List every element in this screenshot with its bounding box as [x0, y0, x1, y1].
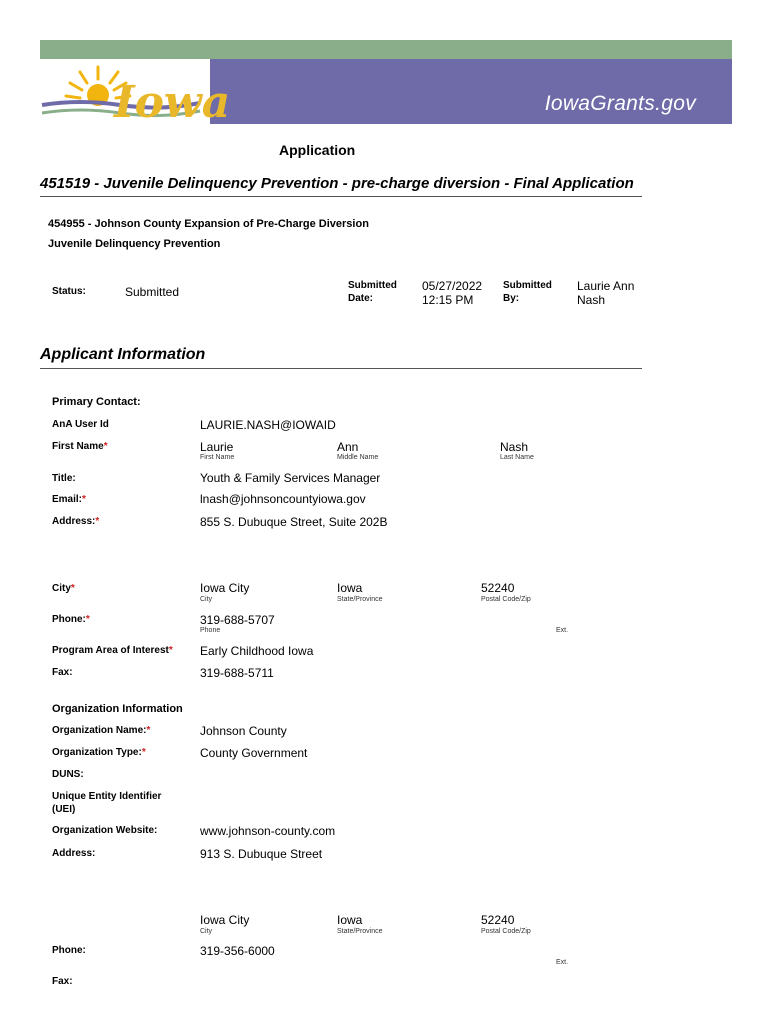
- site-name: IowaGrants.gov: [544, 92, 696, 115]
- email-label: [52, 494, 86, 505]
- org-type-label: [52, 747, 146, 758]
- first-name-value: Laurie: [200, 440, 234, 454]
- title-divider: [40, 196, 642, 197]
- phone-label-text: Phone:: [52, 614, 86, 625]
- status-value: Submitted: [125, 285, 180, 299]
- duns-label: DUNS:: [52, 769, 84, 780]
- required-marker: *: [95, 516, 100, 527]
- applicant-divider: [40, 368, 642, 369]
- org-zip-value: 52240: [481, 913, 515, 927]
- fax-label: Fax:: [52, 667, 73, 678]
- submitted-by-value-line2: Nash: [577, 293, 606, 307]
- last-name-caption: Last Name: [500, 454, 534, 461]
- org-name-label: [52, 725, 150, 736]
- iowa-logo: [40, 59, 240, 124]
- zip-value: 52240: [481, 581, 515, 595]
- application-subtitle-program: Juvenile Delinquency Prevention: [48, 238, 221, 250]
- first-name-caption: First Name: [200, 454, 235, 461]
- uei-label: Unique Entity Identifier: [52, 791, 162, 802]
- org-type-value: County Government: [200, 746, 308, 760]
- page-heading: Application: [279, 142, 356, 158]
- title-label: Title:: [52, 473, 76, 484]
- org-address-value: 913 S. Dubuque Street: [200, 847, 323, 861]
- required-marker: *: [168, 645, 173, 656]
- zip-caption: Postal Code/Zip: [481, 596, 531, 603]
- required-marker: *: [82, 494, 86, 505]
- submitted-by-label-line2: By:: [503, 293, 520, 304]
- org-phone-label: Phone:: [52, 945, 86, 956]
- city-value: Iowa City: [200, 581, 250, 595]
- required-marker: *: [85, 614, 90, 625]
- submitted-time-value: 12:15 PM: [422, 293, 474, 307]
- org-ext-caption: Ext.: [556, 959, 569, 966]
- email-label-text: Email:: [52, 494, 83, 505]
- org-fax-label: Fax:: [52, 976, 73, 987]
- site-banner: [40, 40, 732, 124]
- city-label: [52, 583, 75, 594]
- application-subtitle-id: 454955 - Johnson County Expansion of Pre-Charge Diversion: [48, 218, 369, 230]
- logo-wordmark: Iowa: [114, 77, 231, 124]
- ana-user-id-value: LAURIE.NASH@IOWAID: [200, 418, 336, 432]
- org-city-value: Iowa City: [200, 913, 250, 927]
- program-area-label-text: Program Area of Interest: [52, 645, 169, 656]
- email-value: lnash@johnsoncountyiowa.gov: [200, 492, 366, 506]
- submitted-by-value: Laurie Ann: [577, 279, 635, 293]
- org-state-value: Iowa: [337, 913, 363, 927]
- title-value: Youth & Family Services Manager: [200, 471, 381, 485]
- address-label-text: Address:: [52, 516, 96, 527]
- address-label: [52, 516, 99, 527]
- submitted-by-label: Submitted: [503, 280, 552, 291]
- program-area-value: Early Childhood Iowa: [200, 644, 314, 658]
- fax-value: 319-688-5711: [200, 666, 274, 680]
- status-label: Status:: [52, 286, 86, 297]
- uei-label-line2: (UEI): [52, 804, 76, 815]
- org-city-caption: City: [200, 928, 213, 935]
- application-title: 451519 - Juvenile Delinquency Prevention - pre-charge diversion - Final Application: [40, 175, 634, 192]
- last-name-value: Nash: [500, 440, 529, 454]
- first-name-label-text: First Name: [52, 441, 104, 452]
- middle-name-value: Ann: [337, 440, 359, 454]
- ana-user-id-label: AnA User Id: [52, 419, 109, 430]
- required-marker: *: [146, 725, 151, 736]
- ext-caption: Ext.: [556, 627, 569, 634]
- address-value: 855 S. Dubuque Street, Suite 202B: [200, 515, 388, 529]
- submitted-date-label-line2: Date:: [348, 293, 374, 304]
- org-website-value[interactable]: www.johnson-county.com: [200, 824, 336, 838]
- first-name-label: [52, 441, 108, 452]
- program-area-label: [52, 645, 173, 656]
- org-zip-caption: Postal Code/Zip: [481, 928, 531, 935]
- org-state-caption: State/Province: [337, 928, 383, 935]
- submitted-date-value: 05/27/2022: [422, 279, 483, 293]
- primary-contact-heading: Primary Contact:: [52, 396, 141, 408]
- org-address-label: Address:: [52, 848, 96, 859]
- org-phone-value: 319-356-6000: [200, 944, 275, 958]
- state-value: Iowa: [337, 581, 363, 595]
- org-type-label-text: Organization Type:: [52, 747, 142, 758]
- organization-heading: Organization Information: [52, 703, 183, 715]
- applicant-section-title: Applicant Information: [40, 346, 206, 363]
- org-name-value: Johnson County: [200, 724, 287, 738]
- org-website-label: Organization Website:: [52, 825, 158, 836]
- phone-label: [52, 614, 90, 625]
- state-caption: State/Province: [337, 596, 383, 603]
- middle-name-caption: Middle Name: [337, 454, 379, 461]
- required-marker: *: [70, 583, 75, 594]
- phone-value: 319-688-5707: [200, 613, 275, 627]
- required-marker: *: [141, 747, 146, 758]
- required-marker: *: [103, 441, 108, 452]
- banner-top-strip: [40, 40, 732, 59]
- phone-caption: Phone: [200, 627, 221, 634]
- city-label-text: City: [52, 583, 71, 594]
- submitted-date-label: Submitted: [348, 280, 397, 291]
- city-caption: City: [200, 596, 213, 603]
- org-name-label-text: Organization Name:: [52, 725, 147, 736]
